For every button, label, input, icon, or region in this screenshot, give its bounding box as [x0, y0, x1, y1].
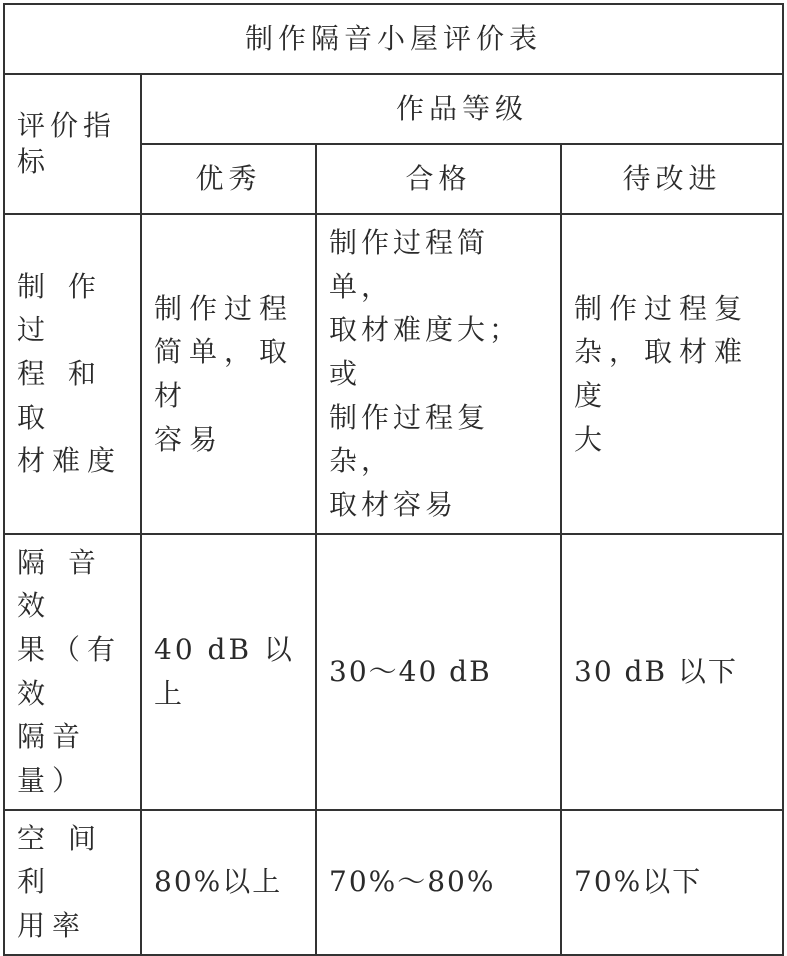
process-pass — [316, 214, 561, 534]
indicator-soundproof-text: 隔 音 效 果（有效 隔音量） — [17, 545, 123, 798]
space-excellent — [141, 810, 316, 955]
soundproof-pass — [316, 534, 561, 810]
grade-improve-header: 待改进 — [561, 144, 783, 214]
title-row — [4, 4, 783, 74]
table-title: 制作隔音小屋评价表 — [4, 4, 783, 74]
process-excellent — [141, 214, 316, 534]
indicator-process — [4, 214, 141, 534]
indicator-soundproof — [4, 534, 141, 810]
table-row-soundproof — [4, 534, 783, 810]
grade-header-row — [4, 74, 783, 144]
soundproof-improve — [561, 534, 783, 810]
grade-header: 作品等级 — [141, 74, 783, 144]
space-improve-text: 70%以下 — [574, 865, 703, 899]
indicator-space — [4, 810, 141, 955]
space-pass — [316, 810, 561, 955]
table-row-process — [4, 214, 783, 534]
process-excellent-text: 制作过程 简单，取材 容易 — [154, 291, 295, 456]
soundproof-excellent-text: 40 dB 以 上 — [154, 633, 295, 710]
process-improve — [561, 214, 783, 534]
soundproof-improve-text: 30 dB 以下 — [574, 654, 738, 688]
indicator-space-text: 空 间 利 用率 — [17, 821, 103, 943]
indicator-process-text: 制 作 过 程 和 取 材难度 — [17, 269, 123, 478]
soundproof-pass-text: 30～40 dB — [329, 654, 492, 688]
space-improve — [561, 810, 783, 955]
evaluation-table — [3, 3, 784, 956]
process-improve-text: 制作过程复 杂，取材难度 大 — [574, 291, 750, 456]
space-pass-text: 70%～80% — [329, 865, 496, 899]
grade-pass-header: 合格 — [316, 144, 561, 214]
indicator-header: 评价指标 — [4, 74, 141, 214]
table-row-space — [4, 810, 783, 955]
grade-excellent-header: 优秀 — [141, 144, 316, 214]
evaluation-table-frame — [3, 3, 782, 943]
soundproof-excellent — [141, 534, 316, 810]
process-pass-text: 制作过程简单， 取材难度大；或 制作过程复杂， 取材容易 — [329, 226, 522, 522]
space-excellent-text: 80%以上 — [154, 865, 283, 899]
